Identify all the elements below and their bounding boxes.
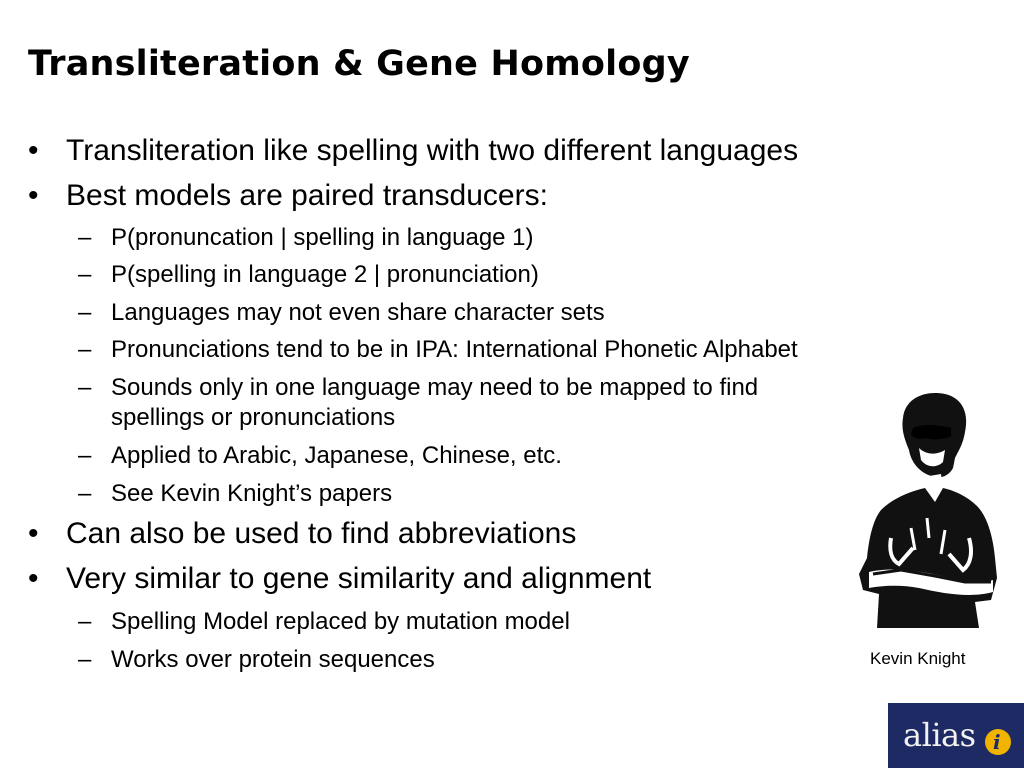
bullet-text: Can also be used to find abbreviations (66, 517, 577, 550)
sub-bullet-text: Works over protein sequences (111, 646, 435, 673)
logo-mark-icon (985, 729, 1011, 755)
alias-i-logo (888, 703, 1024, 768)
bullet-text: Very similar to gene similarity and alignment (66, 562, 652, 595)
sub-bullet-marker: – (78, 480, 92, 507)
bullet-marker: • (28, 562, 39, 595)
sub-bullet-text: See Kevin Knight’s papers (111, 480, 393, 507)
sub-bullet-marker: – (78, 374, 92, 401)
bullet-text: Transliteration like spelling with two different languages (66, 134, 799, 167)
sub-bullet-text: Sounds only in one language may need to be mapped to find (111, 374, 759, 401)
sub-bullet-marker: – (78, 299, 92, 326)
sub-bullet-marker: – (78, 336, 92, 363)
photo-caption: Kevin Knight (870, 649, 966, 668)
bullet-text: Best models are paired transducers: (66, 179, 548, 212)
sub-bullet-text: P(spelling in language 2 | pronunciation) (111, 261, 539, 288)
logo-text: alias (903, 716, 976, 754)
bullet-marker: • (28, 134, 39, 167)
sub-bullet-text: P(pronuncation | spelling in language 1) (111, 224, 534, 251)
sub-bullet-text: Spelling Model replaced by mutation model (111, 608, 570, 635)
sub-bullet-marker: – (78, 608, 92, 635)
bullet-marker: • (28, 179, 39, 212)
sub-bullet-text: Languages may not even share character sets (111, 299, 605, 326)
sub-bullet-text: Pronunciations tend to be in IPA: International Phonetic Alphabet (111, 336, 798, 363)
sub-bullet-marker: – (78, 224, 92, 251)
portrait-illustration (855, 388, 1005, 634)
slide-title: Transliteration & Gene Homology (28, 44, 690, 84)
sub-bullet-text: spellings or pronunciations (111, 404, 396, 431)
sub-bullet-marker: – (78, 261, 92, 288)
sub-bullet-marker: – (78, 646, 92, 673)
sub-bullet-text: Applied to Arabic, Japanese, Chinese, etc. (111, 442, 562, 469)
bullet-marker: • (28, 517, 39, 550)
sub-bullet-marker: – (78, 442, 92, 469)
logo-mark-letter: i (993, 730, 1001, 754)
